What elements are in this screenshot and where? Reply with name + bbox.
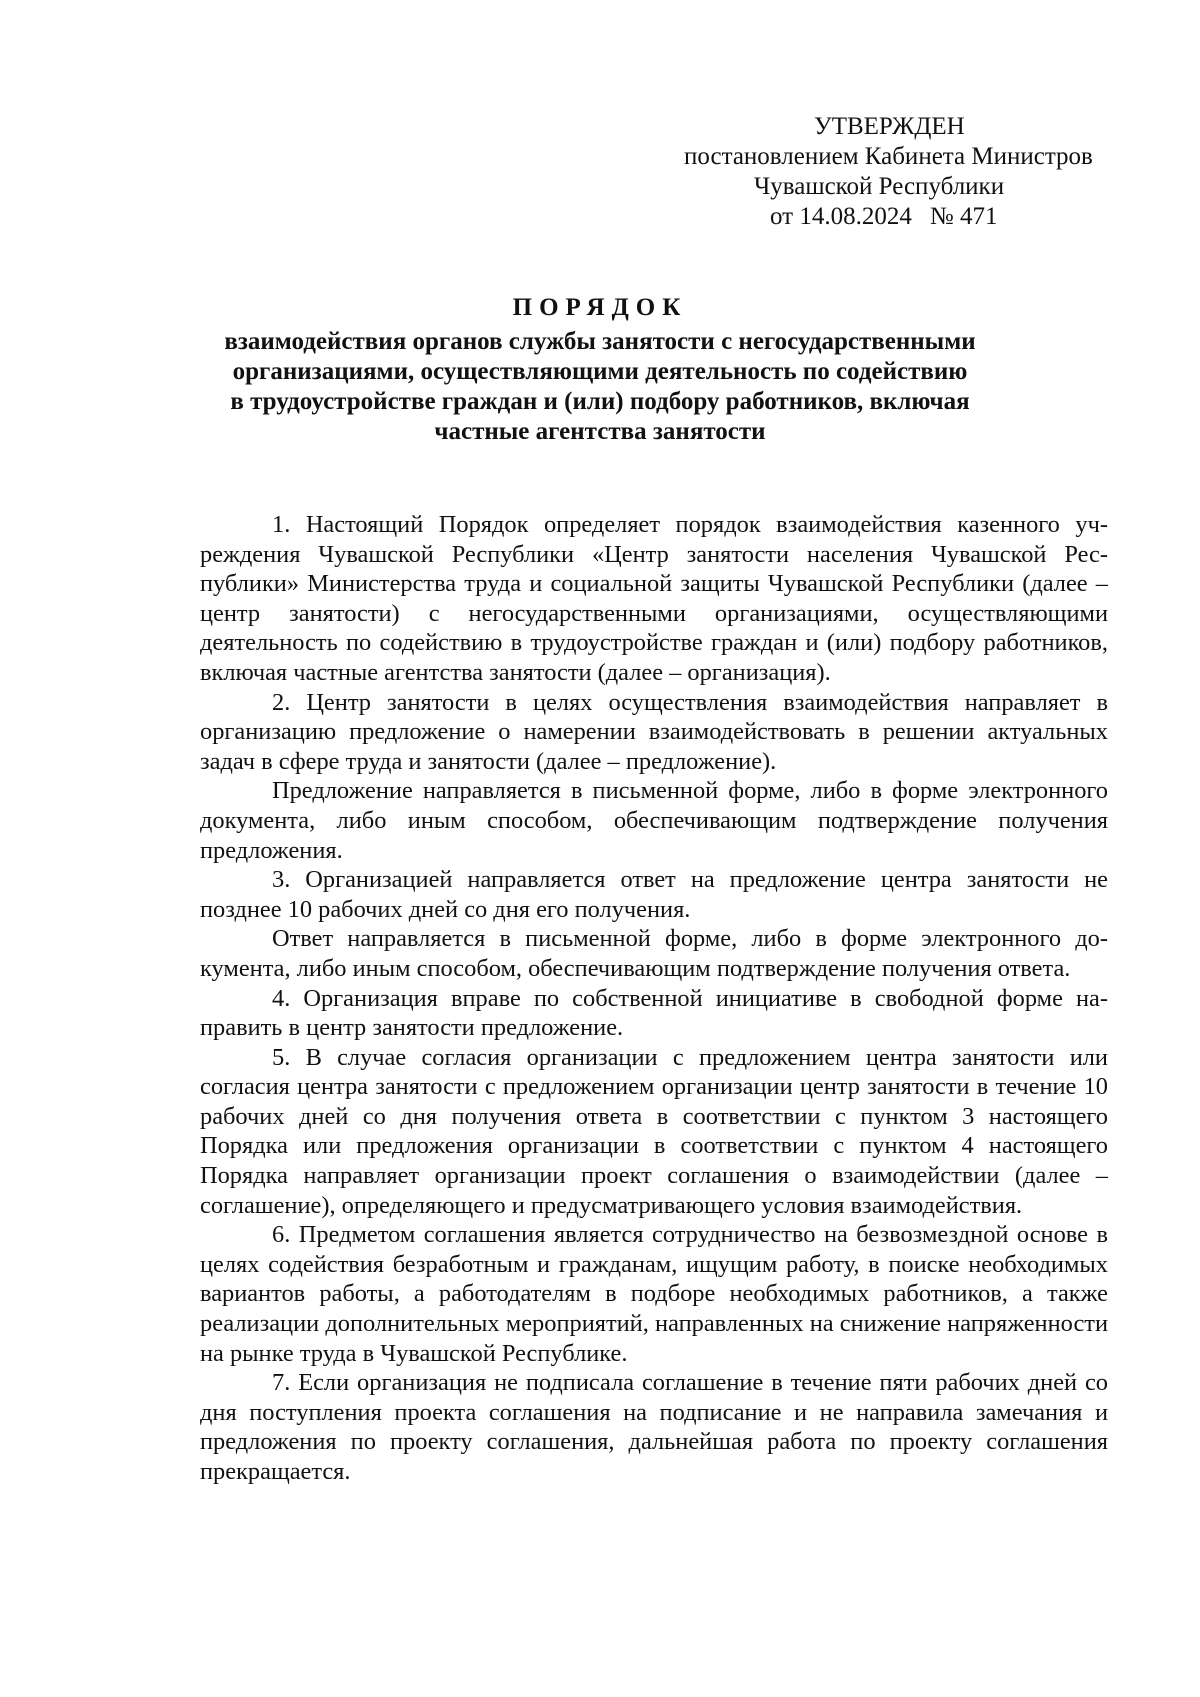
paragraph-7: 7. Если организация не подписала соглашение в течение пяти рабочих дней со дня поступления проекта соглашения на подписание и не направила замечания и предложения по проекту соглашения, дальнейшая работа по проекту соглашения прекращается. xyxy=(200,1369,1108,1485)
paragraph-3: 3. Организацией направляется ответ на предложение центра занятости не позднее 10 рабочих дней со дня его получения. xyxy=(200,866,1108,923)
paragraph-2-note: Предложение направляется в письменной форме, либо в форме электронного документа, либо иным способом, обеспечивающим подтверждение получения предложения. xyxy=(200,777,1108,864)
document-subtitle xyxy=(160,327,1040,447)
document-title: ПОРЯДОК xyxy=(512,294,688,321)
paragraph-3-note: Ответ направляется в письменной форме, либо в форме электронного документа, либо иным способом, обеспечивающим подтверждение получения ответа. xyxy=(200,925,1108,982)
approval-stamp xyxy=(670,112,1150,232)
approval-republic: Чувашской Республики xyxy=(754,173,1005,200)
approval-date-number xyxy=(670,202,1150,232)
approval-number: № 471 xyxy=(929,203,998,230)
paragraph-1: 1. Настоящий Порядок определяет порядок взаимодействия казенного учреждения Чувашской Республики «Центр занятости населения Чувашской Республики» Министерства труда и социальной защиты Чувашской Республики (далее – центр занятости) с негосударственными организациями, осуществляющими деятельность по содействию в трудоустройстве граждан и (или) подбору работников, включая частные агентства занятости (далее – организация). xyxy=(200,511,1108,686)
paragraph-5: 5. В случае согласия организации с предложением центра занятости или согласия центра занятости с предложением организации центр занятости в течение 10 рабочих дней со дня получения ответа в соответствии с пунктом 3 настоящего Порядка или предложения организации в соответствии с пунктом 4 настоящего Порядка направляет организации проект соглашения о взаимодействии (далее – соглашение), определяющего и предусматривающего условия взаимодействия. xyxy=(200,1043,1108,1219)
paragraph-4: 4. Организация вправе по собственной инициативе в свободной форме направить в центр занятости предложение. xyxy=(200,984,1108,1042)
subtitle-line: взаимодействия органов службы занятости с негосударственными xyxy=(224,328,976,355)
subtitle-line: организациями, осуществляющими деятельность по содействию xyxy=(232,358,968,385)
approval-date: от 14.08.2024 xyxy=(770,203,912,230)
document-body xyxy=(200,510,1108,1487)
paragraph-6: 6. Предметом соглашения является сотрудничество на безвозмездной основе в целях содействия безработным и гражданам, ищущим работу, в поиске необходимых вариантов работы, а работодателям в подборе необходимых работников, а также реализации дополнительных мероприятий, направленных на снижение напряженности на рынке труда в Чувашской Республике. xyxy=(200,1221,1108,1367)
subtitle-line: частные агентства занятости xyxy=(434,418,766,445)
subtitle-line: в трудоустройстве граждан и (или) подбору работников, включая xyxy=(230,388,970,415)
approval-resolution: постановлением Кабинета Министров xyxy=(684,143,1093,170)
approval-heading: УТВЕРЖДЕН xyxy=(814,113,965,140)
paragraph-2: 2. Центр занятости в целях осуществления взаимодействия направляет в организацию предложение о намерении взаимодействовать в решении актуальных задач в сфере труда и занятости (далее – предложение). xyxy=(200,688,1108,775)
